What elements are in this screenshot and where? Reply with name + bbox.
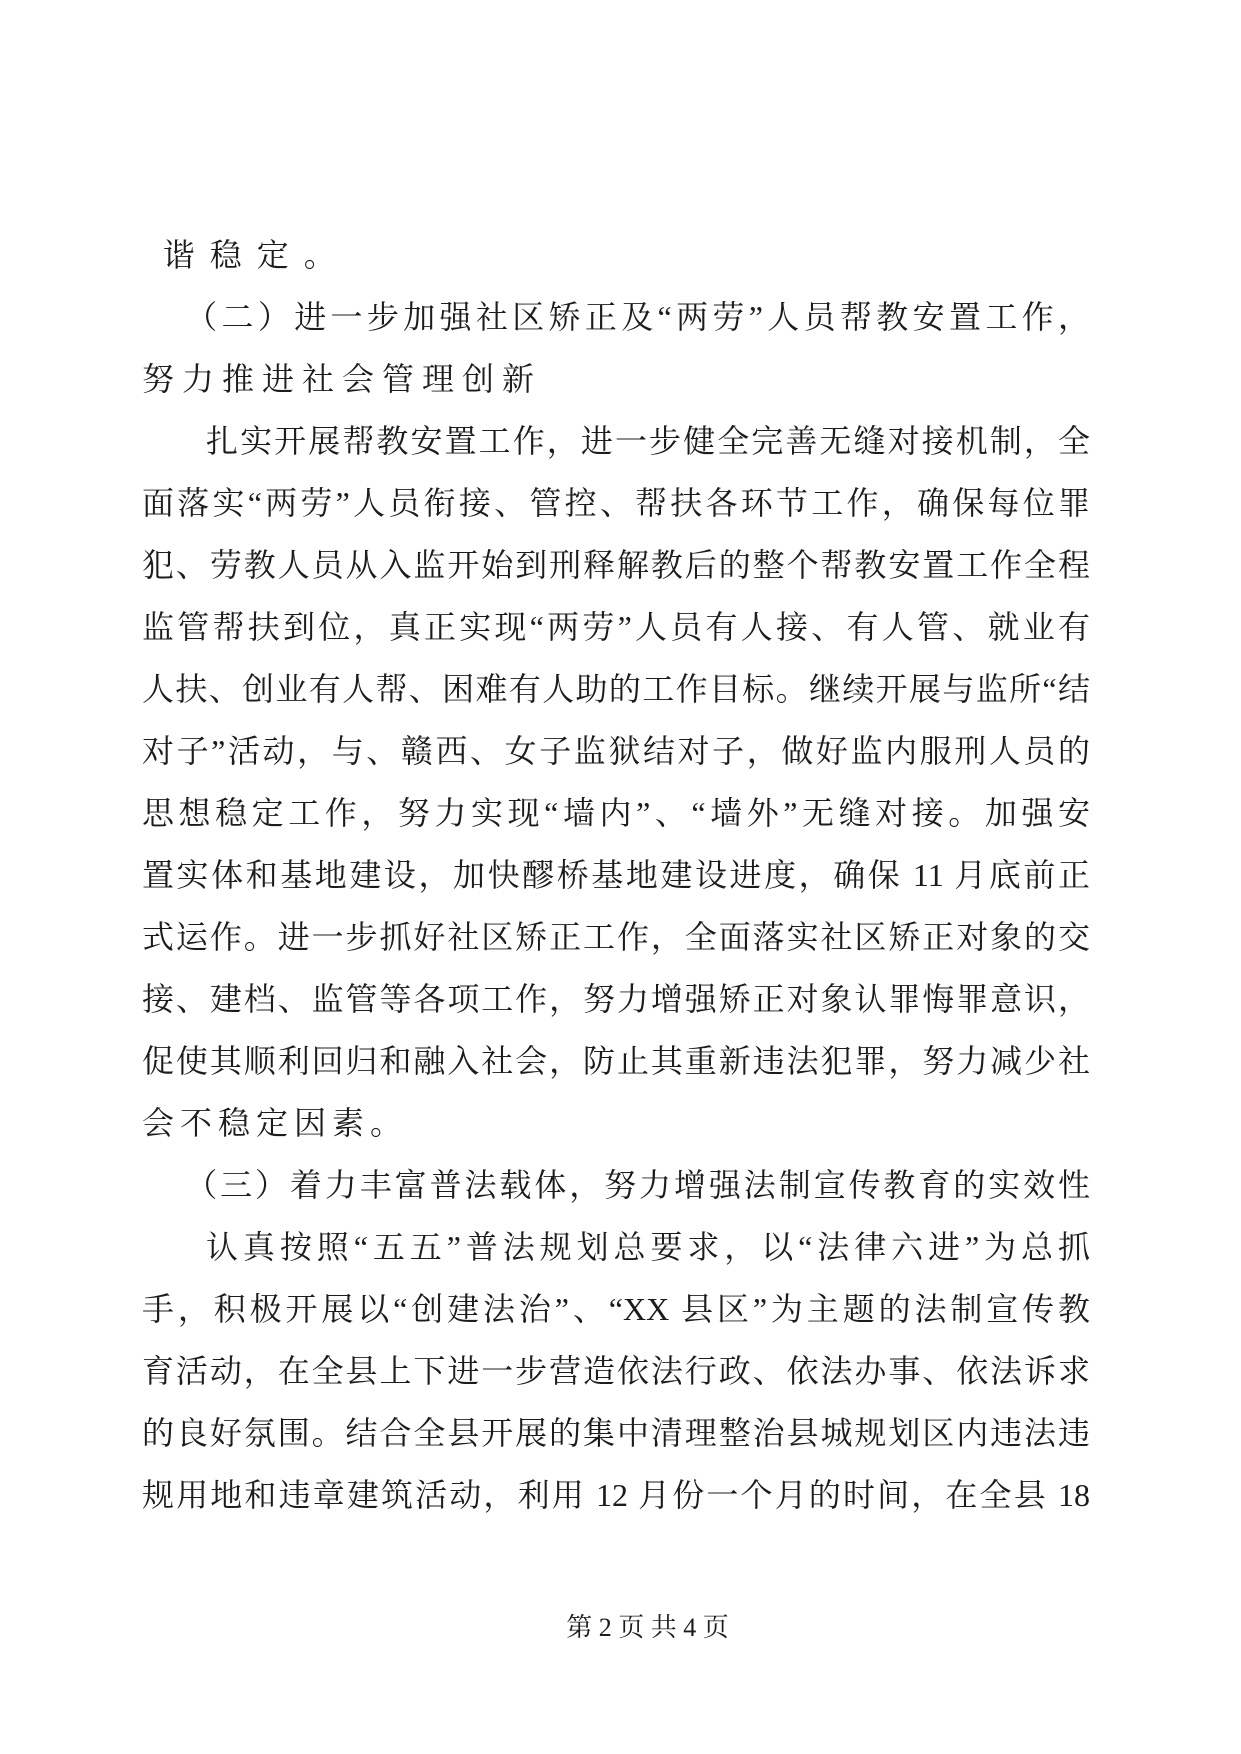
text-line: 手，积极开展以“创建法治”、“XX 县区”为主题的法制宣传教	[142, 1291, 1090, 1327]
text-line: 思想稳定工作，努力实现“墙内”、“墙外”无缝对接。加强安	[142, 795, 1090, 831]
page-number-footer: 第 2 页 共 4 页	[566, 1613, 729, 1642]
text-line: 人扶、创业有人帮、困难有人助的工作目标。继续开展与监所“结	[142, 671, 1090, 707]
text-line: 扎实开展帮教安置工作，进一步健全完善无缝对接机制，全	[206, 423, 1090, 459]
text-line: 规用地和违章建筑活动，利用 12 月份一个月的时间，在全县 18	[142, 1477, 1090, 1513]
document-lines	[142, 224, 1090, 1526]
text-line: 面落实“两劳”人员衔接、管控、帮扶各环节工作，确保每位罪	[142, 485, 1090, 521]
text-line: 置实体和基地建设，加快醪桥基地建设进度，确保 11 月底前正	[142, 857, 1090, 893]
text-line: （二）进一步加强社区矫正及“两劳”人员帮教安置工作，	[185, 299, 1090, 335]
text-line: 接、建档、监管等各项工作，努力增强矫正对象认罪悔罪意识，	[142, 981, 1090, 1017]
text-line: 的良好氛围。结合全县开展的集中清理整治县城规划区内违法违	[142, 1415, 1090, 1451]
text-line: 谐稳定。	[162, 237, 351, 273]
text-line: 犯、劳教人员从入监开始到刑释解教后的整个帮教安置工作全程	[142, 547, 1090, 583]
text-line: 式运作。进一步抓好社区矫正工作，全面落实社区矫正对象的交	[142, 919, 1090, 955]
text-line: 认真按照“五五”普法规划总要求，以“法律六进”为总抓	[206, 1229, 1090, 1265]
text-line: 对子”活动，与、赣西、女子监狱结对子，做好监内服刑人员的	[142, 733, 1090, 769]
text-line: 育活动，在全县上下进一步营造依法行政、依法办事、依法诉求	[142, 1353, 1090, 1389]
text-line: 会不稳定因素。	[142, 1105, 409, 1141]
text-line: （三）着力丰富普法载体，努力增强法制宣传教育的实效性	[185, 1167, 1090, 1203]
text-line: 促使其顺利回归和融入社会，防止其重新违法犯罪，努力减少社	[142, 1043, 1090, 1079]
text-line: 努力推进社会管理创新	[142, 361, 543, 397]
text-line: 监管帮扶到位，真正实现“两劳”人员有人接、有人管、就业有	[142, 609, 1090, 645]
